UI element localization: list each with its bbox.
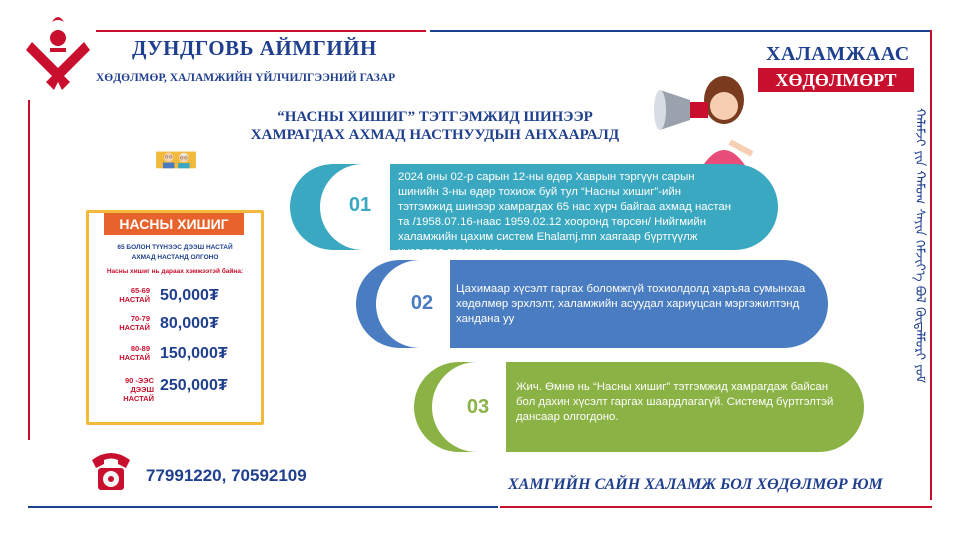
step-03 bbox=[414, 362, 864, 452]
poster-amount-0: 50,000₮ bbox=[160, 287, 219, 304]
org-title: ДУНДГОВЬ АЙМГИЙН bbox=[132, 36, 377, 60]
org-subtitle: ХӨДӨЛМӨР, ХАЛАМЖИЙН ҮЙЛЧИЛГЭЭНИЙ ГАЗАР bbox=[96, 72, 396, 84]
step-01-text: 2024 оны 02-р сарын 12-ны өдөр Хаврын тэргүүн сарын шинийн 3-ны өдөр тохиож буй тул “Насны хишиг”-ийн тэтгэмжид шинээр хамрагдах 65 нас хүрч байгаа ахмад настан та /1958.07.16-наас 1959.02.12 хооронд төрсөн/ Нийгмийн халамжийн цахим систем Ehalamj.mn хаягаар бүртгүүлж хүсэлтээ гаргана уу. bbox=[398, 171, 732, 258]
frame-bottom-red bbox=[500, 506, 932, 508]
slogan-line1: ХАЛАМЖААС bbox=[766, 43, 910, 65]
phone-numbers: 77991220, 70592109 bbox=[146, 466, 307, 485]
poster-amount-3: 250,000₮ bbox=[160, 377, 228, 394]
poster-age-1: 70-79 НАСТАЙ bbox=[119, 314, 150, 332]
poster-sub3: Насны хишиг нь дараах хэмжээтэй байна: bbox=[106, 268, 244, 275]
step-03-number: 03 bbox=[466, 396, 490, 418]
slogan-line2: ХӨДӨЛМӨРТ bbox=[758, 68, 914, 92]
poster-amount-1: 80,000₮ bbox=[160, 315, 219, 332]
vertical-mongolian-script: ᠬᠠᠯᠠᠮᠵᠢ ᠶᠢᠨ ᠬᠠᠮᠤᠭ ᠰᠠᠶᠢᠨ ᠬᠡᠮᠵᠢᠶ᠎ᠡ ᠪᠣᠯ ᠬᠥᠳᠡᠯᠮᠦᠷᠢ ᠶᠤᠮ bbox=[912, 108, 927, 384]
poster-title: НАСНЫ ХИШИГ bbox=[104, 213, 244, 235]
poster-age-2: 80-89 НАСТАЙ bbox=[119, 344, 150, 362]
poster-sub1: 65 БОЛОН ТҮҮНЭЭС ДЭЭШ НАСТАЙ bbox=[117, 244, 233, 251]
frame-top-blue bbox=[430, 30, 930, 32]
step-01 bbox=[290, 164, 778, 258]
step-02-number: 02 bbox=[410, 292, 434, 314]
poster-sub2: АХМАД НАСТАНД ОЛГОНО bbox=[131, 254, 219, 261]
poster-age-3: 90 -ЭЭС ДЭЭШ НАСТАЙ bbox=[123, 376, 154, 403]
step-01-number: 01 bbox=[338, 194, 382, 217]
poster-age-0: 65-69 НАСТАЙ bbox=[119, 286, 150, 304]
headline-line2: ХАМРАГДАХ АХМАД НАСТНУУДЫН АНХААРАЛД bbox=[250, 127, 620, 143]
megaphone-woman-illustration bbox=[640, 70, 760, 170]
step-02 bbox=[356, 260, 828, 348]
frame-left-red bbox=[28, 100, 30, 440]
headline bbox=[210, 108, 660, 144]
footer-motto: ХАМГИЙН САЙН ХАЛАМЖ БОЛ ХӨДӨЛМӨР ЮМ bbox=[508, 476, 883, 493]
frame-bottom-blue bbox=[28, 506, 498, 508]
poster-amount-2: 150,000₮ bbox=[160, 345, 228, 362]
step-02-text: Цахимаар хүсэлт гаргах боломжгүй тохиолдолд харъяа сумынхаа хөдөлмөр эрхлэлт, халамжийн асуудал хариуцсан мэргэжилтэнд хандана уу bbox=[456, 283, 806, 325]
telephone-icon bbox=[86, 446, 136, 496]
frame-top-red bbox=[96, 30, 426, 32]
headline-line1: “НАСНЫ ХИШИГ” ТЭТГЭМЖИД ШИНЭЭР bbox=[277, 109, 593, 125]
step-03-text: Жич. Өмнө нь “Насны хишиг” тэтгэмжид хамрагдаж байсан бол дахин хүсэлт гаргах шаардлагагүй. Системд бүртгэлтэй дансаар олгогдоно. bbox=[516, 381, 834, 423]
agency-logo bbox=[22, 12, 94, 96]
